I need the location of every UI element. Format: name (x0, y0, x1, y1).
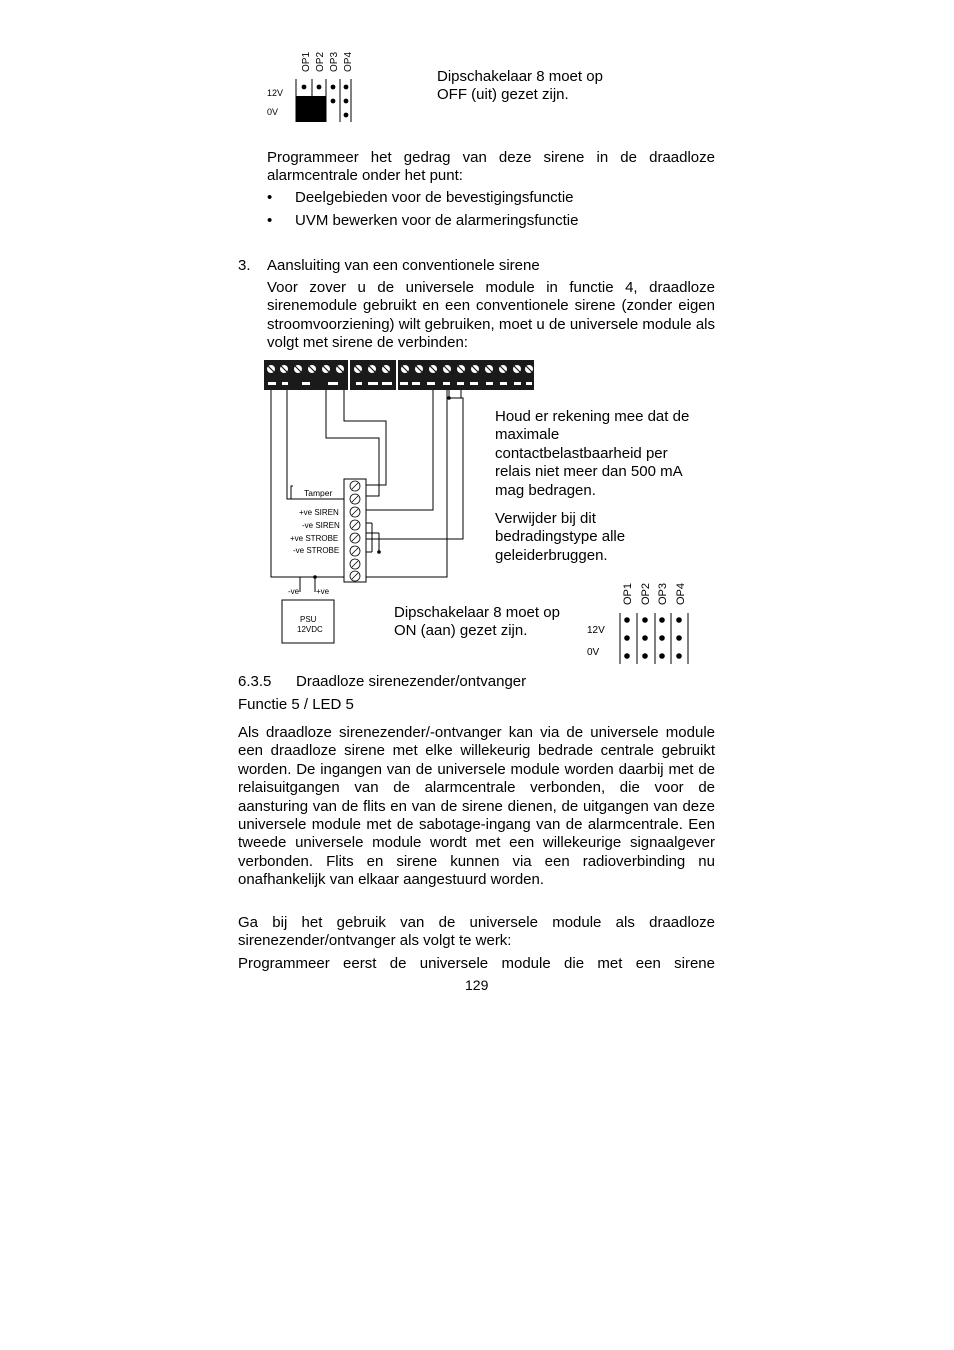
dip-bottom-12v: 12V (587, 625, 605, 636)
dip-bottom-label-op4: OP4 (675, 582, 687, 605)
dip-top-0v: 0V (267, 107, 279, 117)
dip-top-label-op3: OP3 (329, 51, 340, 72)
dip-top-label-op2: OP2 (315, 51, 326, 72)
diagram-note-2: Verwijder bij dit bedradingstype alle geleiderbruggen. (495, 510, 626, 564)
siren-label-ve-siren-minus: -ve SIREN (302, 521, 340, 530)
siren-label-ve-siren-plus: +ve SIREN (299, 508, 339, 517)
section3-paragraph: Voor zover u de universele module in functie 4, draadloze sirenemodule gebruikt en een conventionele sirene (zonder eigen stroomvoorziening) wilt gebruiken, moet u de universele module als volgt met sirene de verbinden: (267, 279, 715, 352)
section635-para3: Programmeer eerst de universele module die met een sirene (238, 955, 715, 972)
section635-para1: Als draadloze sirenezender/-ontvanger kan via de universele module een draadloze sirene met elke willekeurig bedrade centrale gebruikt worden. De ingangen van de universele module worden daarbij met de relaisuitgangen van de alarmcentrale verbonden, die voor de aansturing van de flits en van de sirene dienen, de uitgangen van deze universele module met de sabotage-ingang van de alarmcentrale. Een tweede universele module wordt met een willekeurige signaalgever verbonden. Flits en sirene kunnen via een radioverbinding nu onafhankelijk van elkaar aangestuurd worden. (238, 724, 715, 889)
section635-title: Draadloze sirenezender/ontvanger (296, 673, 527, 690)
dip-bottom-label-op2: OP2 (640, 582, 652, 605)
section635-function: Functie 5 / LED 5 (238, 696, 354, 713)
dip-top-labels (301, 52, 354, 72)
dip-top-label-op4: OP4 (343, 51, 354, 72)
dip-top-label-op1: OP1 (301, 51, 312, 72)
dip-switch-top (262, 50, 362, 125)
page-number: 129 (465, 977, 489, 993)
section635-para2: Ga bij het gebruik van de universele module als draadloze sirenezender/ontvanger als volgt te werk: (238, 914, 715, 950)
siren-label-tamper: Tamper (304, 488, 333, 498)
intro-paragraph: Programmeer het gedrag van deze sirene in de draadloze alarmcentrale onder het punt: (267, 149, 715, 185)
psu-minus-label: -ve (288, 587, 300, 596)
bullet-1-text: Deelgebieden voor de bevestigingsfunctie (295, 189, 574, 206)
dip-bottom-label-op1: OP1 (622, 582, 634, 605)
psu-label: PSU (300, 615, 317, 624)
dip-top-caption: Dipschakelaar 8 moet op OFF (uit) gezet zijn. (437, 68, 603, 104)
section3-title: Aansluiting van een conventionele sirene (267, 257, 540, 274)
siren-label-ve-strobe-minus: -ve STROBE (293, 546, 340, 555)
psu-voltage: 12VDC (297, 625, 323, 634)
dip-top-op1-block (296, 96, 326, 122)
diagram-note-1: Houd er rekening mee dat de maximale contactbelastbaarheid per relais niet meer dan 500 mA mag bedragen. (495, 408, 690, 499)
psu-plus-label: +ve (316, 587, 330, 596)
dip-bottom-0v: 0V (587, 647, 600, 658)
section635-number: 6.3.5 (238, 673, 272, 690)
dip-top-12v: 12V (267, 88, 284, 98)
bullet-2-text: UVM bewerken voor de alarmeringsfunctie (295, 212, 579, 229)
siren-label-ve-strobe-plus: +ve STROBE (290, 534, 339, 543)
dip-bottom-label-op3: OP3 (657, 582, 669, 605)
diagram-bottom-caption: Dipschakelaar 8 moet op ON (aan) gezet zijn. (394, 604, 560, 640)
dip-switch-bottom (584, 578, 694, 668)
section3-number: 3. (238, 257, 251, 274)
